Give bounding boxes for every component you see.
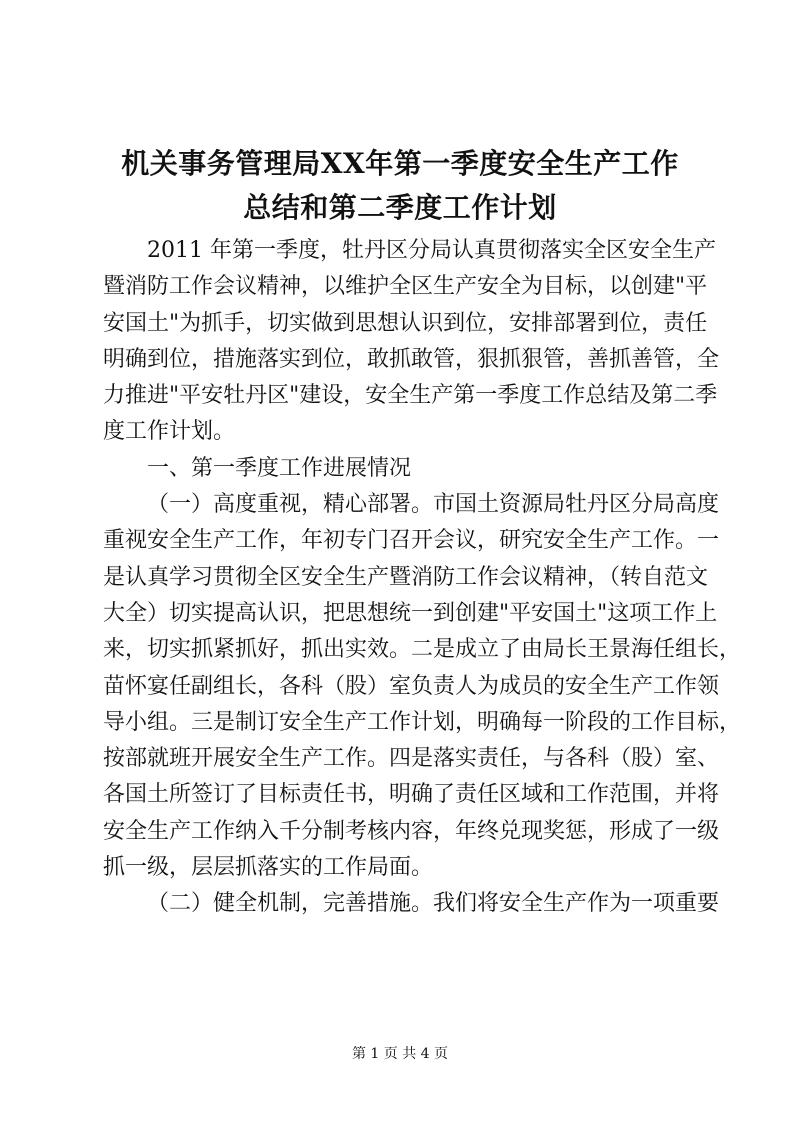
body-line: 是认真学习贯彻全区安全生产暨消防工作会议精神，（转自范文 <box>103 564 709 590</box>
body-line: 按部就班开展安全生产工作。四是落实责任，与各科（股）室、 <box>103 746 720 772</box>
body-line: 苗怀宴任副组长，各科（股）室负责人为成员的安全生产工作领 <box>103 673 720 699</box>
body-line: 重视安全生产工作，年初专门召开会议，研究安全生产工作。一 <box>103 528 720 554</box>
body-line: 2011 年第一季度，牡丹区分局认真贯彻落实全区安全生产 <box>147 238 716 263</box>
body-line: 各国土所签订了目标责任书，明确了责任区域和工作范围，并将 <box>103 782 720 808</box>
body-line: 大全）切实提高认识，把思想统一到创建"平安国土"这项工作上 <box>103 600 718 626</box>
document-title-line-1: 机关事务管理局XX年第一季度安全生产工作 <box>121 147 679 180</box>
body-line: 来，切实抓紧抓好，抓出实效。二是成立了由局长王景海任组长， <box>103 637 742 663</box>
body-line: 度工作计划。 <box>103 419 236 445</box>
body-line: 暨消防工作会议精神，以维护全区生产安全为目标，以创建"平 <box>103 274 708 300</box>
body-line: 力推进"平安牡丹区"建设，安全生产第一季度工作总结及第二季 <box>103 383 718 409</box>
body-line: 抓一级，层层抓落实的工作局面。 <box>103 855 434 881</box>
body-line: 导小组。三是制订安全生产工作计划，明确每一阶段的工作目标， <box>103 709 742 735</box>
document-title-line-2: 总结和第二季度工作计划 <box>243 191 557 224</box>
page-footer: 第 1 页 共 4 页 <box>351 1046 449 1062</box>
document-body <box>103 233 742 923</box>
section-heading: 一、第一季度工作进展情况 <box>147 455 412 481</box>
body-line: （二）健全机制，完善措施。我们将安全生产作为一项重要 <box>147 891 720 917</box>
body-line: （一）高度重视，精心部署。市国土资源局牡丹区分局高度 <box>147 492 720 518</box>
body-line: 安国土"为抓手，切实做到思想认识到位，安排部署到位，责任 <box>103 310 708 336</box>
body-line: 明确到位，措施落实到位，敢抓敢管，狠抓狠管，善抓善管，全 <box>103 346 720 372</box>
body-line: 安全生产工作纳入千分制考核内容，年终兑现奖惩，形成了一级 <box>103 818 720 844</box>
